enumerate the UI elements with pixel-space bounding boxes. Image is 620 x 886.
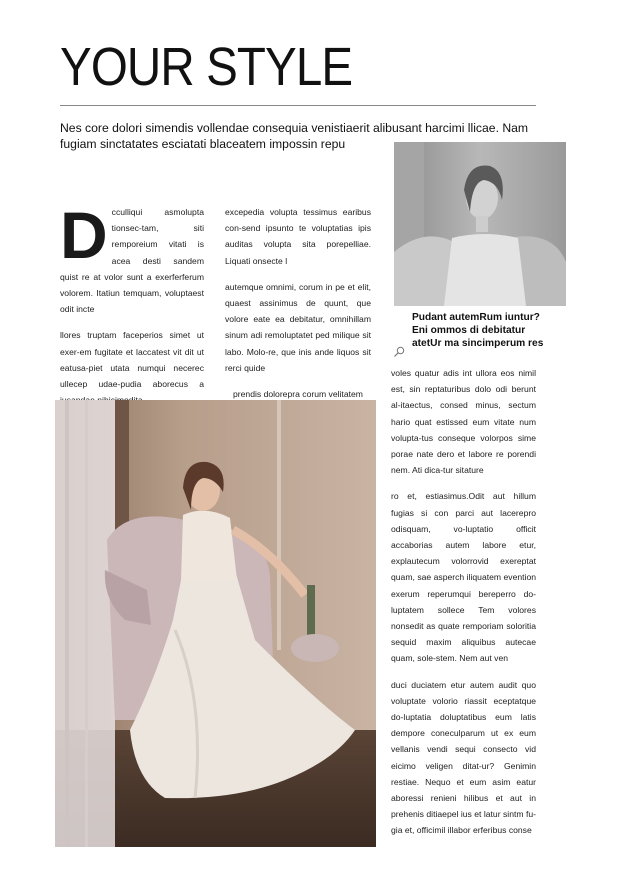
col2-paragraph-3: prendis dolorepra corum velitatem — [233, 389, 363, 400]
page-title: YOUR STYLE — [60, 37, 353, 97]
lead-paragraph: Nes core dolori simendis vollendae consequia venistiaerit alibusant harcimi llicae. Nam fugiam sinctatates esciatati blaceatem impossin repu — [60, 121, 529, 151]
col3-paragraph-2: ro et, estiasimus.Odit aut hillum fugias si con parci aut lacerepro odisquam, vo-luptatio officit accaborias autem labore etur, explautecum volorrovid exereptat quam, sae asperch iliquatem evention exerum reperumqui bereperro do-luptatem sollece Tem volores nonsedit as quate remporiam soloritia sequid maxim aliquibus autecae quam, sole-stem. Nem aut ven — [391, 491, 536, 664]
photo-caption: Pudant autemRum iuntur? Eni ommos di debitatur atetUr ma sincimperum res — [412, 312, 544, 349]
column-1 — [60, 198, 204, 418]
col1-text-1: cculliqui asmolupta tionsec-tam, siti remporeium vitati is acea desti sandem quist re at volor sunt a exerferferum volorem. Itatiun temquam, voluptaest odit incte — [60, 207, 204, 315]
column-2 — [225, 204, 371, 412]
magnifier-icon — [393, 346, 405, 358]
col2-paragraph-1: excepedia volupta tessimus earibus con-send ipsunto te voluptatias ipis auditas volupta sita porepelliae. Liquati onsecte l — [225, 207, 371, 266]
title-divider — [60, 105, 536, 106]
bride-armchair-photo — [55, 400, 376, 847]
col1-paragraph-1 — [60, 198, 204, 317]
drop-cap: D — [60, 198, 108, 272]
col3-paragraph-1: voles quatur adis int ullora eos nimil est, sin reptaturibus dolo odi berunt al-itaectus, consed minus, sectum hario quat estissed eum vitate num volupta-tus conseque volorpos sime porae nate dero et labore re porendi nem. Ati dica-tur sitature — [391, 368, 536, 476]
col3-paragraph-3: duci duciatem etur autem audit quo voluptate volorio riassit eceptatque do-luptatia doluptatibus eum latis dempore coneculparum ut ex eum vellanis vendi sequi consecto vid eicimo veligen ditat-ur? Genimin restiae. Nequo et eum asim eatur aboressi renieni hilibus et aut in prehenis ditiaepel ius et latur sintm fu-gia et, officimil illabor erferibus conse — [391, 679, 536, 836]
column-3 — [391, 365, 536, 849]
col2-paragraph-2: autemque omnimi, corum in pe et elit, quaest assinimus de quunt, que volore eate ea debitatur, omnihillam sinum adi remoluptatet ped milique sit labo. Molo-re, que inis ande liquos sit rerci quide — [225, 281, 371, 373]
col1-paragraph-2: llores truptam faceperios simet ut exer-em fugitate et laccatest vit dit ut eatusa-piet utata numqui necerec ullecep udae-pudia aborecus a — [60, 330, 204, 390]
bride-portrait-photo — [394, 142, 566, 306]
